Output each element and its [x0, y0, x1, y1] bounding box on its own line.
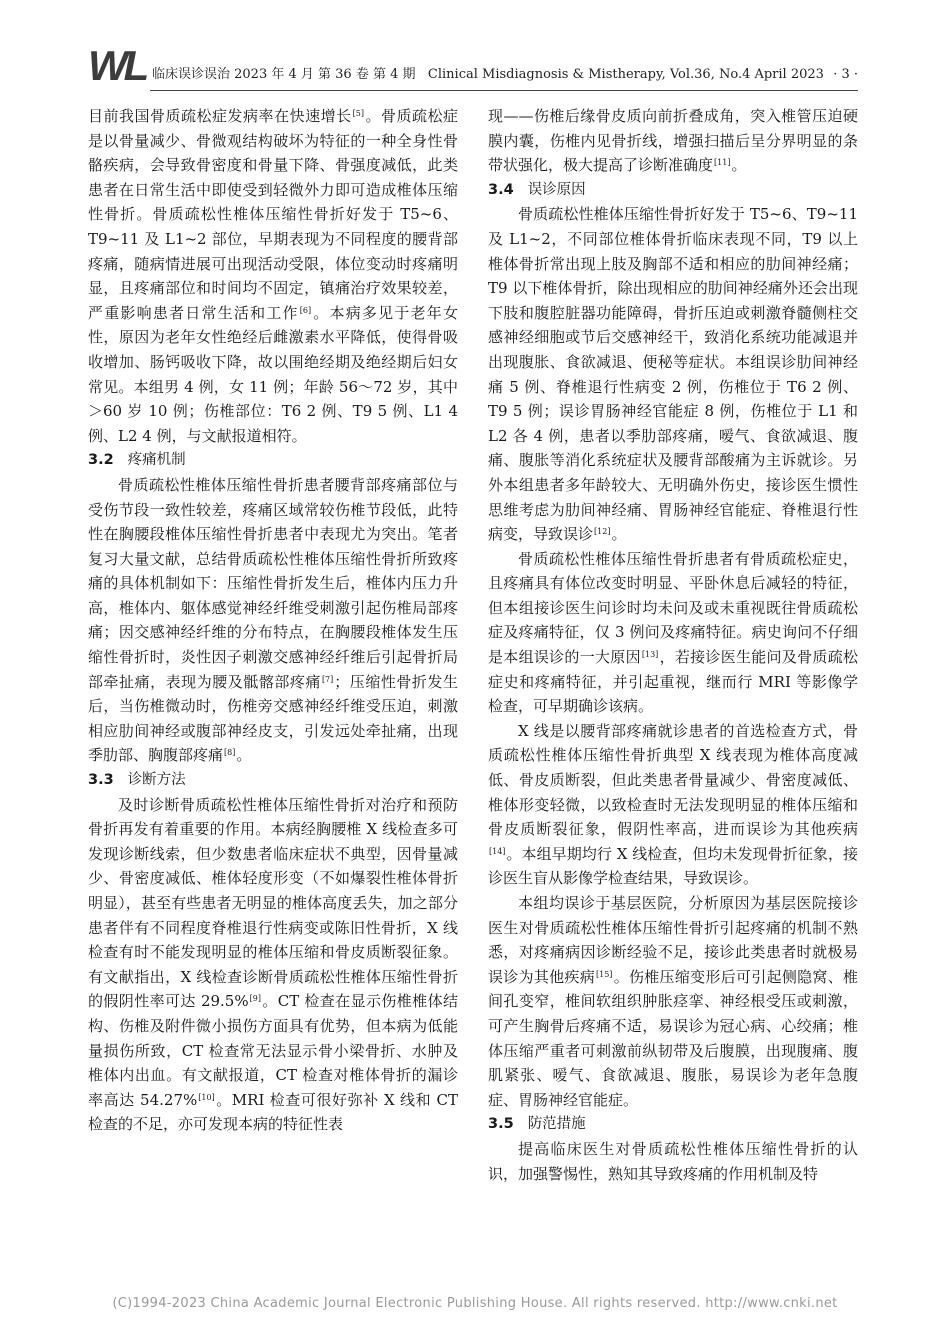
- citation-ref[interactable]: [10]: [198, 1092, 215, 1102]
- citation-ref[interactable]: [5]: [352, 109, 364, 118]
- journal-citation: [152, 66, 852, 84]
- journal-name-cn: 临床误诊误治 2023 年 4 月 第 36 卷 第 4 期: [152, 67, 416, 82]
- section-heading-3-3: 3.3 诊断方法: [88, 772, 186, 789]
- paragraph: 骨质疏松性椎体压缩性骨折患者有骨质疏松症史，且疼痛具有体位改变时明显、平卧休息后减轻的特征，但本组接诊医生问诊时均未问及或未重视既往骨质疏松症及疼痛特征，仅 3 例问及疼痛特征。病史询问不仔细是本组误诊的一大原因[13]，若接诊医生能问及骨质疏松症史和疼痛特征，并引起重视，继而行 MRI 等影像学检查，可早期确诊该病。: [488, 549, 858, 716]
- citation-ref[interactable]: [13]: [641, 650, 659, 660]
- paragraph: 现——伤椎后缘骨皮质向前折叠成角，突入椎管压迫硬膜内囊，伤椎内见骨折线，增强扫描后呈分界明显的条带状强化，极大提高了诊断准确度[11]。: [488, 107, 858, 175]
- journal-logo: WL: [88, 42, 146, 89]
- running-header: [88, 44, 858, 92]
- citation-ref[interactable]: [7]: [321, 674, 334, 684]
- citation-ref[interactable]: [6]: [299, 305, 312, 315]
- citation-ref[interactable]: [14]: [489, 846, 506, 856]
- section-heading-3-5: 3.5 防范措施: [488, 1116, 586, 1133]
- header-rule: [150, 90, 858, 91]
- paragraph: 骨质疏松性椎体压缩性骨折患者腰背部疼痛部位与受伤节段一致性较差，疼痛区域常较伤椎节段低，此特性在胸腰段椎体压缩性骨折患者中表现尤为突出。笔者复习大量文献，总结骨质疏松性椎体压缩性骨折所致疼痛的具体机制如下：压缩性骨折发生后，椎体内压力升高，椎体内、躯体感觉神经纤维受刺激引起伤椎局部疼痛；因交感神经纤维的分布特点，在胸腰段椎体发生压缩性骨折时，炎性因子刺激交感神经纤维后引起骨折局部牵扯痛，表现为腰及骶髂部疼痛[7]；压缩性骨折发生后，当伤椎微动时，伤椎旁交感神经纤维受压迫，刺激相应肋间神经或腹部神经皮支，引发远处牵扯痛，出现季肋部、胸腹部疼痛[8]。: [88, 475, 458, 765]
- citation-ref[interactable]: [15]: [596, 969, 613, 979]
- paragraph: 本组均误诊于基层医院，分析原因为基层医院接诊医生对骨质疏松性椎体压缩性骨折引起疼痛的机制不熟悉，对疼痛病因诊断经验不足，接诊此类患者时就极易误诊为其他疾病[15]。伤椎压缩变形后可引起侧隐窝、椎间孔变窄，椎间软组织肿胀痉挛、神经根受压或刺激，可产生胸骨后疼痛不适，易误诊为冠心病、心绞痛；椎体压缩严重者可刺激前纵韧带及后腹膜，出现腹痛、腹肌紧张、嗳气、食欲减退、腹胀，易误诊为老年急腹症、胃肠神经官能症。: [488, 894, 858, 1109]
- citation-ref[interactable]: [8]: [224, 748, 236, 758]
- section-heading-3-4: 3.4 误诊原因: [488, 181, 586, 198]
- journal-name-en: Clinical Misdiagnosis & Mistherapy, Vol.36, No.4 April 2023: [427, 67, 824, 82]
- citation-ref[interactable]: [12]: [594, 527, 611, 537]
- paragraph: 骨质疏松性椎体压缩性骨折好发于 T5~6、T9~11 及 L1~2，不同部位椎体骨折临床表现不同，T9 以上椎体骨折常出现上肢及胸部不适和相应的肋间神经痛；T9 以下椎体骨折，除出现相应的肋间神经痛外还会出现下肢和腹腔脏器功能障碍，骨折压迫或刺激脊髓侧柱交感神经细胞或节后交感神经干，致消化系统功能减退并出现腹胀、食欲减退、便秘等症状。本组误诊肋间神经痛 5 例、脊椎退行性病变 2 例，伤椎位于 T6 2 例、T9 5 例；误诊胃肠神经官能症 8 例，伤椎位于 L1 和 L2 各 4 例，患者以季肋部疼痛，嗳气、食欲减退、腹痛、腹胀等消化系统症状及腰背部酸痛为主诉就诊。另外本组患者多年龄较大、无明确外伤史，接诊医生惯性思维考虑为肋间神经痛、胃肠神经官能症、脊椎退行性病变，导致误诊[12]。: [488, 205, 858, 544]
- paragraph: X 线是以腰背部疼痛就诊患者的首选检查方式，骨质疏松性椎体压缩性骨折典型 X 线表现为椎体高度减低、骨皮质断裂，但此类患者骨量减少、骨密度减低、椎体形变轻微，以致检查时无法发现明显的椎体压缩和骨皮质断裂征象，假阴性率高，进而误诊为其他疾病[14]。本组早期均行 X 线检查，但均未发现骨折征象，接诊医生盲从影像学检查结果，导致误诊。: [488, 721, 858, 888]
- right-column: [488, 104, 858, 1186]
- page-number: · 3 ·: [833, 67, 858, 82]
- copyright-footer: (C)1994-2023 China Academic Journal Electronic Publishing House. All rights reserved. http://www.cnki.net: [112, 1296, 838, 1311]
- paragraph: 及时诊断骨质疏松性椎体压缩性骨折对治疗和预防骨折再发有着重要的作用。本病经胸腰椎 X 线检查多可发现诊断线索，但少数患者临床症状不典型，因骨量减少、骨密度减低、椎体轻度形变（不如爆裂性椎体骨折明显），甚至有些患者无明显的椎体高度丢失，加之部分患者伴有不同程度脊椎退行性病变或陈旧性骨折，X 线检查有时不能发现明显的椎体压缩和骨皮质断裂征象。有文献指出，X 线检查诊断骨质疏松性椎体压缩性骨折的假阴性率可达 29.5%[9]。CT 检查在显示伤椎椎体结构、伤椎及附件微小损伤方面具有优势，但本病为低能量损伤所致，CT 检查常无法显示骨小梁骨折、水肿及椎体内出血。有文献报道，CT 检查对椎体骨折的漏诊率高达 54.27%[10]。MRI 检查可很好弥补 X 线和 CT 检查的不足，亦可发现本病的特征性表: [88, 795, 459, 1134]
- citation-ref[interactable]: [9]: [249, 994, 261, 1004]
- section-heading-3-2: 3.2 疼痛机制: [88, 452, 186, 469]
- paragraph: 目前我国骨质疏松症发病率在快速增长[5]。骨质疏松症是以骨量减少、骨微观结构破坏为特征的一种全身性骨骼疾病，会导致骨密度和骨量下降、骨强度减低，此类患者在日常生活中即使受到轻微外力即可造成椎体压缩性骨折。骨质疏松性椎体压缩性骨折好发于 T5~6、T9~11 及 L1~2 部位，早期表现为不同程度的腰背部疼痛，随病情进展可出现活动受限，体位变动时疼痛明显，且疼痛部位和时间均不固定，镇痛治疗效果较差，严重影响患者日常生活和工作[6]。本病多见于老年女性，原因为老年女性绝经后雌激素水平降低，使得骨吸收增加、肠钙吸收下降，故以围绝经期及绝经期后妇女常见。本组男 4 例，女 11 例；年龄 56～72 岁，其中＞60 岁 10 例；伤椎部位：T6 2 例、T9 5 例、L1 4 例、L2 4 例，与文献报道相符。: [88, 107, 458, 445]
- citation-ref[interactable]: [11]: [714, 158, 731, 168]
- left-column: [88, 104, 458, 1137]
- paragraph: 提高临床医生对骨质疏松性椎体压缩性骨折的认识，加强警惕性，熟知其导致疼痛的作用机制及特: [488, 1139, 858, 1183]
